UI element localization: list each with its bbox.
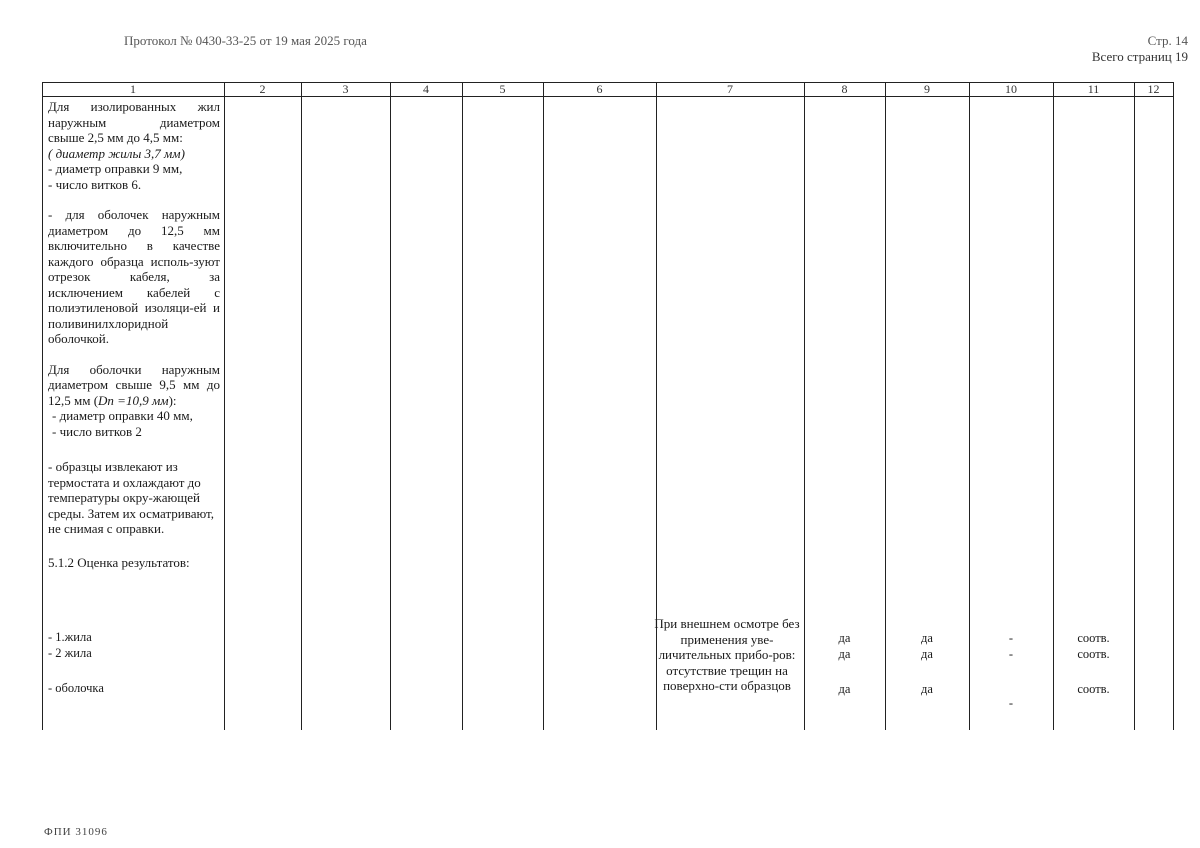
column-number: 5 xyxy=(499,82,506,96)
result-cell: да xyxy=(921,647,933,661)
column-number: 9 xyxy=(924,82,930,96)
column-number: 8 xyxy=(841,82,848,96)
text-line: свыше 2,5 мм до 4,5 мм: xyxy=(48,130,183,145)
result-cell: да xyxy=(838,682,851,696)
col-divider xyxy=(390,82,391,730)
section-heading: 5.1.2 Оценка результатов: xyxy=(48,554,190,570)
text-line: - число витков 2 xyxy=(52,423,142,439)
text-line: ( диаметр жилы 3,7 мм) xyxy=(48,145,185,161)
column-number: 6 xyxy=(596,82,603,96)
text-paragraph: - для оболочек наружным диаметром до 12,5 мм включительно в качестве каждого образца исполь-зуют отрезок кабеля, за исключением кабелей с полиэтиленовой изоляци-ей и поливинилхлоридной оболочкой. xyxy=(48,207,220,346)
test-description xyxy=(48,99,220,570)
column-number: 4 xyxy=(423,82,429,96)
result-cell: соотв. xyxy=(1077,647,1110,661)
text-paragraph: - образцы извлекают из термостата и охлаждают до температуры окру-жающей среды. Затем их осматривают, не снимая с оправки. xyxy=(48,459,214,536)
total-pages: Всего страниц 19 xyxy=(1091,49,1188,64)
column-number: 7 xyxy=(727,82,733,96)
result-cell: да xyxy=(921,631,933,645)
row-label: - 1.жила xyxy=(48,630,92,644)
requirement-text: При внешнем осмотре без применения уве-личительных прибо-ров: отсутствие трещин на поверхно-сти образцов xyxy=(654,616,800,693)
row-label: - оболочка xyxy=(48,681,104,695)
result-cell: да xyxy=(838,631,851,645)
result-cell: соотв. xyxy=(1077,631,1110,645)
form-code: ФПИ 31096 xyxy=(44,826,108,838)
text-line: Для изолированных жил xyxy=(48,99,220,114)
result-cell: - xyxy=(1008,696,1014,710)
col-divider xyxy=(543,82,544,730)
result-cell: соотв. xyxy=(1077,682,1110,696)
result-cell: да xyxy=(921,682,933,696)
result-cell: да xyxy=(838,647,851,661)
column-number: 3 xyxy=(342,82,349,96)
col-divider xyxy=(42,82,43,730)
col-divider xyxy=(1173,82,1174,730)
column-number: 1 xyxy=(130,82,136,96)
result-cell: - xyxy=(1008,631,1014,645)
column-number: 12 xyxy=(1147,82,1160,96)
text-paragraph: Для оболочки наружным диаметром свыше 9,5 мм до 12,5 мм (Dn =10,9 мм): xyxy=(48,361,220,408)
text-line: наружным диаметром xyxy=(48,114,220,130)
col-divider xyxy=(301,82,302,730)
results-table xyxy=(42,82,1174,730)
col-divider xyxy=(224,82,225,730)
col-divider xyxy=(1134,82,1135,730)
column-number: 2 xyxy=(259,82,266,96)
result-cell: - xyxy=(1008,647,1014,661)
column-number: 10 xyxy=(1005,82,1017,96)
row-label: - 2 жила xyxy=(48,646,92,660)
protocol-header: Протокол № 0430-33-25 от 19 мая 2025 года xyxy=(124,33,367,48)
page-number: Стр. 14 xyxy=(1147,33,1188,48)
text-line: - диаметр оправки 40 мм, xyxy=(52,408,193,423)
text-line: - диаметр оправки 9 мм, xyxy=(48,161,183,176)
text-line: - число витков 6. xyxy=(48,176,142,192)
col-divider xyxy=(462,82,463,730)
header-row-divider xyxy=(42,96,1174,97)
column-number: 11 xyxy=(1087,82,1100,96)
